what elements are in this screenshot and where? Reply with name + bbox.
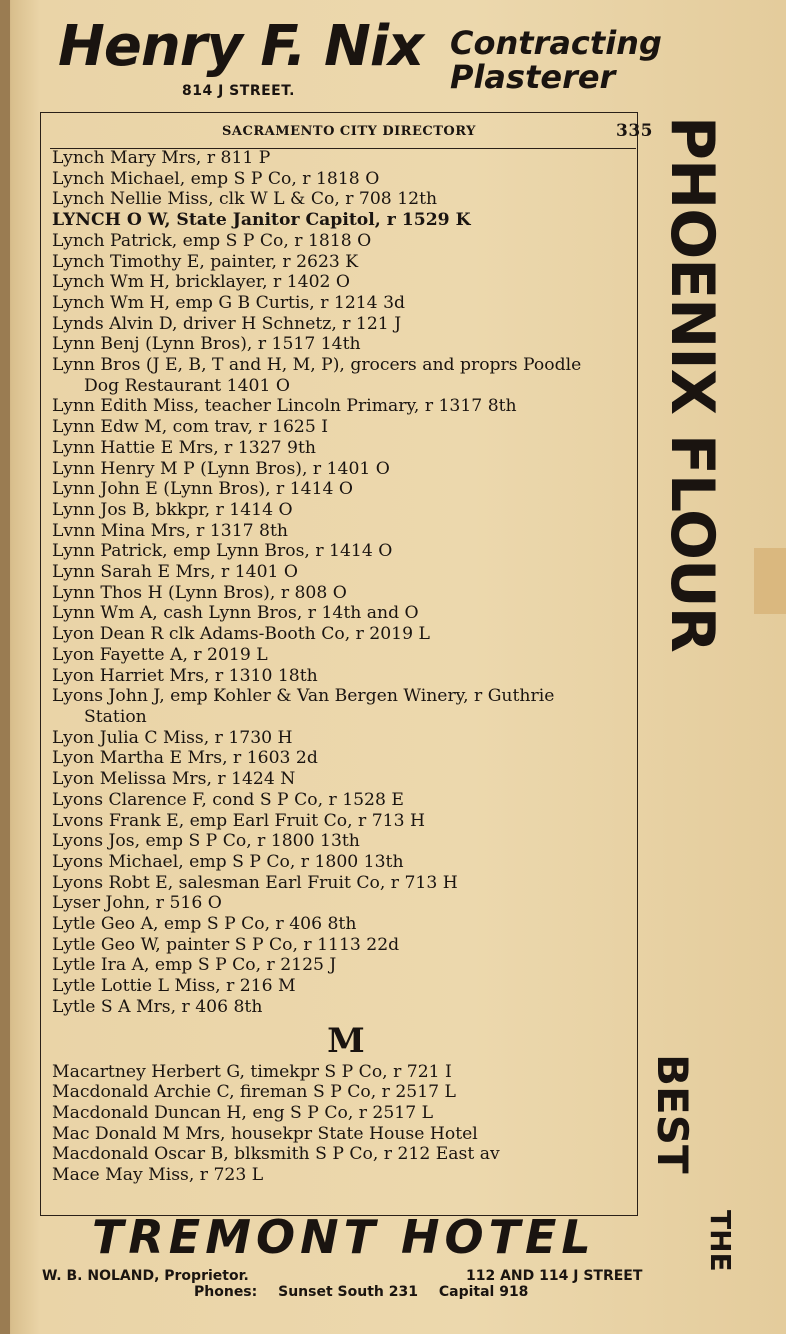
header-advertiser-name: Henry F. Nix xyxy=(58,14,424,79)
directory-listing xyxy=(46,148,646,1186)
side-ad-best: BEST xyxy=(648,1054,697,1174)
footer-phones xyxy=(194,1284,544,1300)
book-spine-edge xyxy=(0,0,10,1334)
directory-entry: Lyons Jos, emp S P Co, r 1800 13th xyxy=(52,831,360,852)
directory-entry: LYNCH O W, State Janitor Capitol, r 1529 K xyxy=(52,210,471,231)
directory-entry: Lytle Geo W, painter S P Co, r 1113 22d xyxy=(52,934,400,955)
side-ad-the: THE xyxy=(704,1210,737,1272)
directory-entry: Lynch Nellie Miss, clk W L & Co, r 708 12th xyxy=(52,189,438,210)
directory-entry: Lynch Patrick, emp S P Co, r 1818 O xyxy=(52,230,372,251)
directory-entry: Lynn Jos B, bkkpr, r 1414 O xyxy=(52,499,293,520)
directory-entry: Macartney Herbert G, timekpr S P Co, r 721 I xyxy=(52,1061,452,1082)
directory-entry: Lynch Wm H, emp G B Curtis, r 1214 3d xyxy=(52,292,406,313)
directory-entry: Lytle Lottie L Miss, r 216 M xyxy=(52,976,296,997)
directory-entry: Lynn Thos H (Lynn Bros), r 808 O xyxy=(52,582,347,603)
directory-entry: Lynch Michael, emp S P Co, r 1818 O xyxy=(52,168,380,189)
header-advertiser-trade xyxy=(450,26,710,94)
entry-continuation: Station xyxy=(84,706,147,727)
directory-entry: Lyon Julia C Miss, r 1730 H xyxy=(52,727,293,748)
header-trade-line2: Plasterer xyxy=(450,58,616,96)
directory-entry: Lynn Edw M, com trav, r 1625 I xyxy=(52,417,329,438)
directory-entry: Lynn Benj (Lynn Bros), r 1517 14th xyxy=(52,334,361,355)
directory-entry: Lytle Geo A, emp S P Co, r 406 8th xyxy=(52,914,357,935)
section-letter: M xyxy=(327,1020,365,1061)
directory-entry: Lyon Melissa Mrs, r 1424 N xyxy=(52,769,296,790)
side-ad-main-text: PHOENIX FLOUR xyxy=(657,116,727,652)
running-header xyxy=(50,120,653,144)
directory-entry: Lynn John E (Lynn Bros), r 1414 O xyxy=(52,479,354,500)
directory-entry: Lvons Frank E, emp Earl Fruit Co, r 713 H xyxy=(52,810,425,831)
footer-hotel-name: TREMONT HOTEL xyxy=(92,1210,596,1264)
directory-entry: Mace May Miss, r 723 L xyxy=(52,1165,264,1186)
directory-entry: Lynch Mary Mrs, r 811 P xyxy=(52,148,271,168)
directory-entry: Lvnn Mina Mrs, r 1317 8th xyxy=(52,520,288,541)
entry-continuation: Dog Restaurant 1401 O xyxy=(84,375,290,396)
directory-entry: Macdonald Oscar B, blksmith S P Co, r 212 East av xyxy=(52,1144,500,1165)
directory-entry: Lytle S A Mrs, r 406 8th xyxy=(52,996,263,1017)
directory-entry: Lyon Martha E Mrs, r 1603 2d xyxy=(52,748,318,769)
directory-entry: Lyon Harriet Mrs, r 1310 18th xyxy=(52,665,318,686)
footer-phones-label: Phones: xyxy=(194,1284,258,1300)
directory-entry: Lynn Hattie E Mrs, r 1327 9th xyxy=(52,437,316,458)
directory-entry: Lyons Robt E, salesman Earl Fruit Co, r 713 H xyxy=(52,872,458,893)
directory-entry: Lynn Wm A, cash Lynn Bros, r 14th and O xyxy=(52,603,419,624)
directory-entry: Lynn Edith Miss, teacher Lincoln Primary, r 1317 8th xyxy=(52,396,517,417)
directory-entry: Mac Donald M Mrs, housekpr State House Hotel xyxy=(52,1123,478,1144)
directory-entry: Lynn Sarah E Mrs, r 1401 O xyxy=(52,562,298,583)
directory-entry: Lynch Wm H, bricklayer, r 1402 O xyxy=(52,272,351,293)
page-number: 335 xyxy=(616,121,653,141)
footer-phone-capital: Capital 918 xyxy=(438,1284,529,1300)
directory-entry: Lynn Patrick, emp Lynn Bros, r 1414 O xyxy=(52,541,393,562)
footer-phone-sunset: Sunset South 231 xyxy=(278,1284,418,1300)
directory-entry: Lyons Clarence F, cond S P Co, r 1528 E xyxy=(52,789,404,810)
directory-entry: Macdonald Duncan H, eng S P Co, r 2517 L xyxy=(52,1102,434,1123)
directory-entry: Lynch Timothy E, painter, r 2623 K xyxy=(52,251,359,272)
directory-entry: Lynn Bros (J E, B, T and H, M, P), grocers and proprs Poodle xyxy=(52,355,582,376)
repair-tape xyxy=(754,548,786,614)
directory-entry: Lyser John, r 516 O xyxy=(52,893,222,914)
footer-proprietor: W. B. NOLAND, Proprietor. xyxy=(42,1268,249,1284)
directory-entry: Lynds Alvin D, driver H Schnetz, r 121 J xyxy=(52,313,402,334)
directory-entry: Lynn Henry M P (Lynn Bros), r 1401 O xyxy=(52,458,390,479)
header-trade-line1: Contracting xyxy=(450,24,662,62)
directory-entry: Lyons John J, emp Kohler & Van Bergen Winery, r Guthrie xyxy=(52,686,555,707)
directory-entry: Lyon Fayette A, r 2019 L xyxy=(52,644,268,665)
directory-entry: Lytle Ira A, emp S P Co, r 2125 J xyxy=(52,955,337,976)
header-advertiser-address: 814 J STREET. xyxy=(182,83,295,99)
directory-entry: Macdonald Archie C, fireman S P Co, r 2517 L xyxy=(52,1082,456,1103)
running-header-title: SACRAMENTO CITY DIRECTORY xyxy=(222,124,476,139)
directory-entry: Lyons Michael, emp S P Co, r 1800 13th xyxy=(52,851,404,872)
side-advertisement xyxy=(648,116,737,1272)
directory-entry: Lyon Dean R clk Adams-Booth Co, r 2019 L xyxy=(52,624,430,645)
footer-address: 112 AND 114 J STREET xyxy=(466,1268,643,1284)
